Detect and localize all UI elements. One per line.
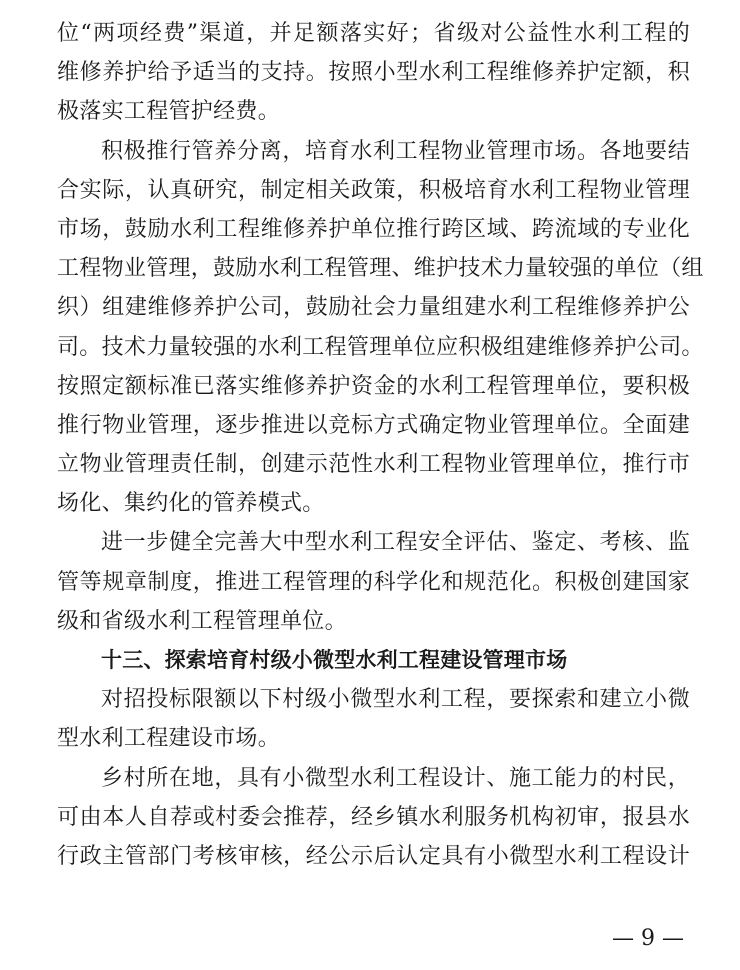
- section-heading: 十三、探索培育村级小微型水利工程建设管理市场: [101, 648, 568, 672]
- text-line: 级和省级水利工程管理单位。: [57, 608, 347, 634]
- text-line: 维修养护给予适当的支持。按照小型水利工程维修养护定额，积: [57, 60, 690, 86]
- text-line: 场化、集约化的管养模式。: [57, 491, 325, 517]
- text-line: 乡村所在地，具有小微型水利工程设计、施工能力的村民，: [101, 765, 690, 791]
- text-line: 位“两项经费”渠道，并足额落实好；省级对公益性水利工程的: [57, 21, 690, 46]
- text-line: 织）组建维修养护公司，鼓励社会力量组建水利工程维修养护公: [57, 295, 690, 321]
- page-number: — 9 —: [612, 926, 684, 951]
- text-line: 极落实工程管护经费。: [57, 99, 281, 125]
- text-line: 司。技术力量较强的水利工程管理单位应积极组建维修养护公司。: [57, 334, 704, 360]
- text-line: 管等规章制度，推进工程管理的科学化和规范化。积极创建国家: [57, 569, 690, 595]
- text-line: 立物业管理责任制，创建示范性水利工程物业管理单位，推行市: [57, 452, 690, 478]
- text-line: 按照定额标准已落实维修养护资金的水利工程管理单位，要积极: [57, 373, 690, 399]
- text-line: 行政主管部门考核审核，经公示后认定具有小微型水利工程设计: [57, 843, 690, 869]
- text-line: 市场，鼓励水利工程维修养护单位推行跨区域、跨流域的专业化: [57, 216, 690, 242]
- text-line: 对招投标限额以下村级小微型水利工程，要探索和建立小微: [101, 687, 690, 713]
- text-line: 可由本人自荐或村委会推荐，经乡镇水利服务机构初审，报县水: [57, 804, 690, 830]
- text-line: 工程物业管理，鼓励水利工程管理、维护技术力量较强的单位（组: [57, 256, 704, 282]
- body-text: [57, 14, 704, 876]
- text-line: 进一步健全完善大中型水利工程安全评估、鉴定、考核、监: [101, 530, 690, 556]
- text-line: 合实际，认真研究，制定相关政策，积极培育水利工程物业管理: [57, 177, 690, 203]
- text-line: 型水利工程建设市场。: [57, 726, 281, 752]
- text-line: 推行物业管理，逐步推进以竞标方式确定物业管理单位。全面建: [57, 412, 690, 438]
- text-line: 积极推行管养分离，培育水利工程物业管理市场。各地要结: [101, 138, 690, 164]
